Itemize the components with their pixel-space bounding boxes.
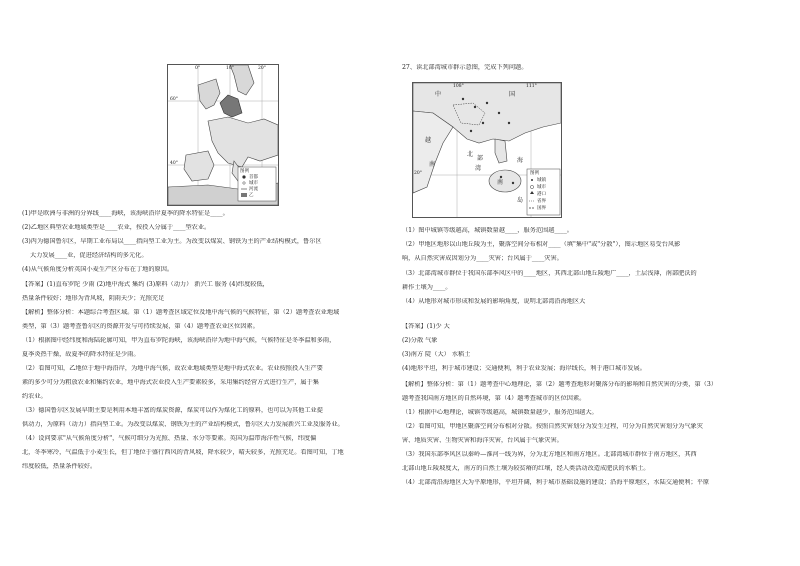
- lat-label-20: 20°: [414, 171, 422, 176]
- question-line: （4）从地形对城市形成和发展的影响角度，说明北部湾沿海地区大: [402, 298, 586, 305]
- analysis-line: （2）看图可知，乙地位于地中海沿岸，为地中海气候，故农业地域类型是地中海式农业。农业按照投入生产要: [22, 365, 323, 372]
- region-label: 中: [435, 91, 442, 98]
- analysis-line: （1）根据中心地理论，城镇等级越高，城镇数量越少，服务范围越大。: [402, 409, 598, 416]
- legend-item-town: 城镇: [537, 178, 546, 183]
- legend-item-city: 城市: [537, 185, 546, 190]
- analysis-line: 类型，第（3）题考查鲁尔区的资源开发与可持续发展，第（4）题考查农业区位因素。: [22, 323, 259, 330]
- analysis-line: 供动力，为原料（动力）指向型工业。为改变以煤炭、钢铁为主的产业结构模式，鲁尔区大力发展新兴工业及服务业。: [22, 421, 344, 428]
- lon-label-108: 108°: [453, 84, 464, 89]
- legend-title: 图例: [240, 169, 249, 174]
- answer-line: (3)南方 陡（大） 水稻土: [402, 351, 471, 358]
- legend-item-province-border: 省界: [537, 199, 546, 204]
- analysis-line: 题考查我国南方地区的自然环境，第（4）题考查城市的区位因素。: [402, 395, 586, 402]
- europe-map-graphic: [168, 65, 278, 205]
- question-line: （1）图中城镇等级越高，城镇数量越____，服务范围越____。: [402, 227, 573, 234]
- question-line: (1)甲是欧洲与非洲的分界线____海峡，该海峡沿岸夏季的降水特征是____。: [22, 210, 229, 217]
- question-title: 27、读北部湾城市群示意图，完成下列问题。: [402, 64, 528, 71]
- lon-label-20: 20°: [258, 66, 266, 71]
- legend-item-city: 城市: [249, 181, 258, 186]
- lon-label-10: 10°: [226, 66, 234, 71]
- answer-line: (4)地形平坦，利于城市建设；交通便利，利于农业发展；海岸线长，利于港口城市发展。: [402, 365, 646, 372]
- analysis-line: 夏季炎热干燥，故夏季的降水特征是少雨。: [22, 351, 140, 358]
- question-line: 响，从自然灾害成因划分为____灾害；台风属于____灾害。: [402, 255, 563, 262]
- lon-label-0: 0°: [195, 66, 201, 71]
- beibu-gulf-map: [412, 82, 562, 218]
- region-label: 越: [425, 137, 432, 144]
- legend-title: 图例: [530, 171, 539, 176]
- region-label: 部: [477, 155, 484, 162]
- analysis-line: 北，冬季寒冷，气温低于小麦生长，但丁地位于盛行西风的背风坡，降水较少，晴天较多，光照充足。看图可知，丁地: [22, 449, 344, 456]
- question-line: 耕作土壤为____。: [402, 284, 452, 291]
- legend-item-river: 河流: [249, 187, 258, 192]
- analysis-line: （4）设问要求"从气候角度分析"，气候可细分为光照、热量、水分等要素。英国为温带海洋性气候，纬度偏: [22, 435, 317, 442]
- answer-line: 【答案】(1)直布罗陀 少雨 (2)地中海式 集约 (3)原料（动力） 新兴工 服务 (4)纬度较低，: [22, 281, 269, 288]
- region-label: 南: [429, 161, 436, 168]
- region-label: 岛: [517, 197, 524, 204]
- lat-label-60: 60°: [170, 97, 178, 102]
- legend-item-national-border: 国界: [537, 206, 546, 211]
- question-line: (3)丙为德国鲁尔区，早期工业布局以____指向型工业为主。为改变以煤炭、钢铁为主的产业结构模式，鲁尔区: [22, 238, 322, 245]
- analysis-line: 【解析】整体分析：第（1）题考查中心地理论，第（2）题考查地形对聚落分布的影响和自然灾害的分类，第（3）: [402, 381, 717, 388]
- region-label: 国: [509, 91, 516, 98]
- europe-map: [167, 64, 279, 206]
- answer-line: (2)分散 气象: [402, 337, 438, 344]
- analysis-line: 素的多少可分为粗放农业和集约农业，地中海式农业投入生产要素较多，采用集约经营方式进行生产，属于集: [22, 379, 319, 386]
- question-line: 大力发展____业，促进经济结构的多元化。: [30, 252, 148, 259]
- analysis-line: （3）德国鲁尔区发展早期主要是利用本地丰富的煤炭资源，煤炭可以作为煤化工的原料，也可以为其他工业提: [22, 407, 323, 414]
- legend-item-region: 乙: [249, 193, 254, 198]
- analysis-line: 北部山地丘陵坡度大，南方的自然土壤为较贫瘠的红壤，经人类活动改造成肥沃的水稻土。: [402, 465, 650, 472]
- analysis-line: （4）北部湾沿海地区大为平原地形，平坦开阔，利于城市基础设施的建设；沿海平原地区，水陆交通便利；平原: [402, 479, 710, 486]
- lat-label-40: 40°: [170, 161, 178, 166]
- analysis-line: （1）根据图中经纬度和海陆轮廓可知，甲为直布罗陀海峡，该海峡沿岸为地中海气候，气候特征是冬季温和多雨，: [22, 337, 336, 344]
- region-label: 南: [497, 179, 504, 186]
- analysis-line: 约农业。: [22, 393, 47, 400]
- legend-item-port: 港口: [537, 192, 546, 197]
- question-line: （3）北部湾城市群位于我国东部季风区中的____地区，其西北部山地丘陵地广____，土层浅薄，南部肥沃的: [402, 270, 697, 277]
- region-label: 北: [467, 151, 474, 158]
- analysis-line: （2）看图可知，甲地区聚落空间分布相对分散。按照自然灾害划分为发生过程，可分为自然灾害划分为气象灾: [402, 423, 703, 430]
- question-line: (2)乙地区典型农业地域类型是____农业，按投入分属于____型农业。: [22, 224, 211, 231]
- answer-line: 热量条件较好；地形为背风坡，阴雨天少；光照充足: [22, 295, 165, 302]
- region-label: 海: [517, 157, 524, 164]
- lon-label-111: 111°: [526, 84, 537, 89]
- legend-item-capital: 首都: [249, 175, 258, 180]
- analysis-line: （3）我国东部季风区以秦岭—淮河一线为界，分为北方地区和南方地区。北部湾城市群位于南方地区，其西: [402, 451, 697, 458]
- analysis-line: 纬度较低，热量条件较好。: [22, 463, 97, 470]
- analysis-line: 【解析】整体分析：本题综合考查区域。第（1）题考查区域定位及地中海气候的气候特征，第（2）题考查农业地域: [22, 309, 340, 316]
- question-line: （2）甲地区地形以山地丘陵为主，聚落空间分布相对____（填"集中"或"分散"），图示地区易受台风影: [402, 241, 681, 248]
- answer-line: 【答案】(1)少 大: [402, 323, 450, 330]
- analysis-line: 害、地质灾害、生物灾害和海洋灾害，台风属于气象灾害。: [402, 437, 563, 444]
- question-line: (4)从气候角度分析英国小麦生产区分布在丁地的原因。: [22, 266, 174, 273]
- region-label: 湾: [475, 165, 482, 172]
